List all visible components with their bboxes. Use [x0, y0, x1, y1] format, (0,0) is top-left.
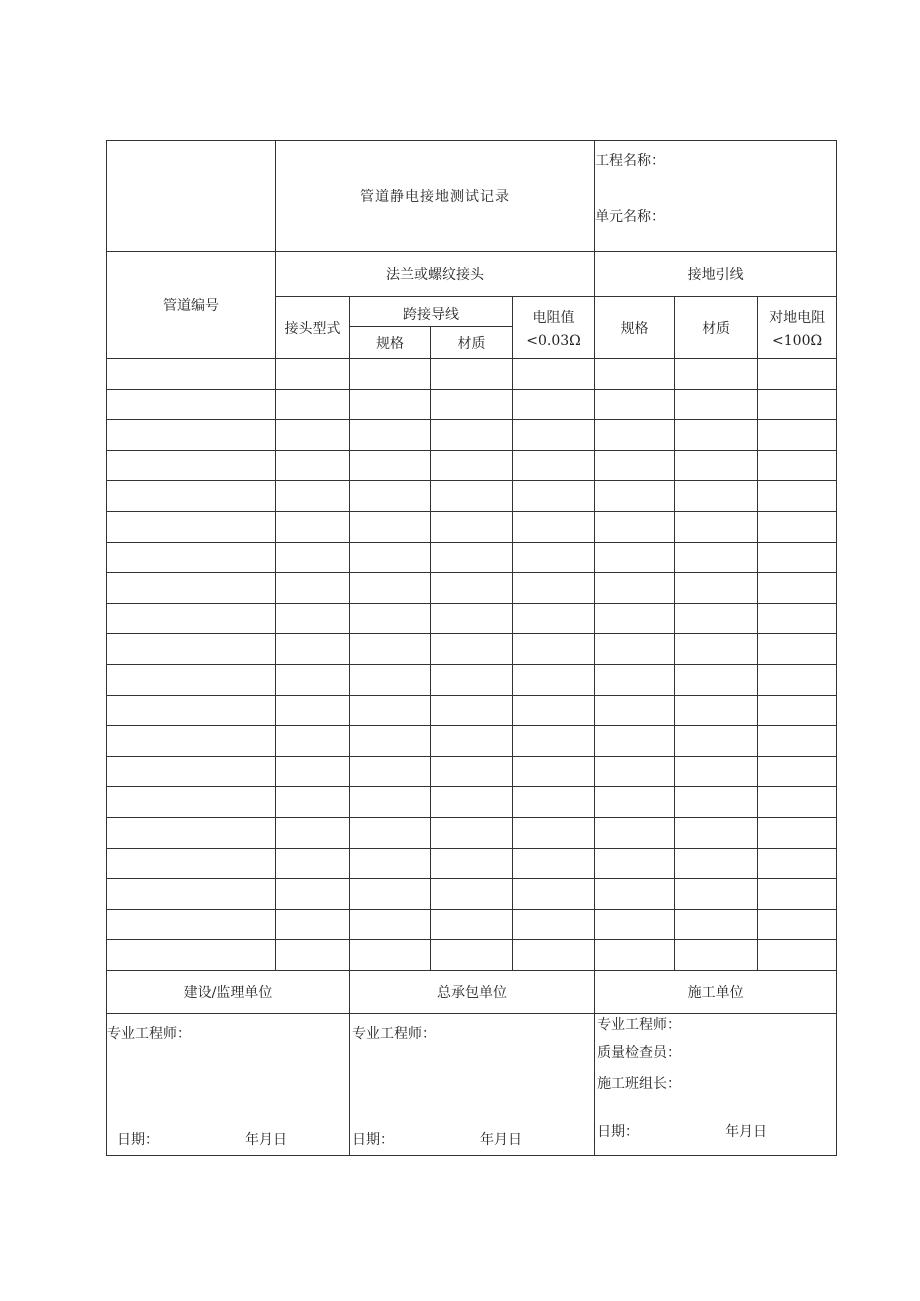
table-cell[interactable] — [107, 695, 276, 726]
table-cell[interactable] — [107, 420, 276, 451]
table-row — [107, 420, 837, 451]
table-cell[interactable] — [595, 848, 675, 879]
table-cell[interactable] — [276, 879, 350, 910]
constructor-signature-cell — [595, 1013, 837, 1155]
table-cell[interactable] — [431, 817, 513, 848]
table-cell[interactable] — [675, 450, 758, 481]
table-cell[interactable] — [758, 420, 837, 451]
table-cell[interactable] — [758, 695, 837, 726]
table-row — [107, 879, 837, 910]
table-cell[interactable] — [758, 848, 837, 879]
table-cell[interactable] — [513, 450, 595, 481]
table-cell[interactable] — [758, 603, 837, 634]
table-cell[interactable] — [350, 389, 431, 420]
table-cell[interactable] — [758, 389, 837, 420]
lead-spec-header: 规格 — [595, 297, 675, 359]
table-cell[interactable] — [758, 756, 837, 787]
constructor-inspector-label: 质量检查员： — [597, 1044, 682, 1061]
table-cell[interactable] — [595, 726, 675, 757]
logo-cell — [107, 141, 276, 252]
table-row — [107, 940, 837, 971]
table-cell[interactable] — [675, 909, 758, 940]
table-cell[interactable] — [758, 450, 837, 481]
table-cell[interactable] — [276, 940, 350, 971]
table-row — [107, 909, 837, 940]
table-cell[interactable] — [107, 573, 276, 604]
table-cell[interactable] — [107, 879, 276, 910]
table-cell[interactable] — [276, 573, 350, 604]
table-cell[interactable] — [350, 542, 431, 573]
table-cell[interactable] — [431, 450, 513, 481]
grounding-test-record-table — [106, 140, 837, 1156]
table-cell[interactable] — [758, 573, 837, 604]
table-cell[interactable] — [675, 879, 758, 910]
table-cell[interactable] — [431, 511, 513, 542]
table-cell[interactable] — [513, 909, 595, 940]
constructor-date — [597, 1121, 817, 1141]
table-cell[interactable] — [513, 542, 595, 573]
table-cell[interactable] — [350, 420, 431, 451]
ground-resistance-limit: <100Ω — [772, 332, 823, 349]
table-cell[interactable] — [350, 450, 431, 481]
table-cell[interactable] — [758, 359, 837, 390]
table-cell[interactable] — [107, 450, 276, 481]
table-cell[interactable] — [276, 756, 350, 787]
ground-resistance-header — [758, 297, 837, 359]
table-cell[interactable] — [350, 909, 431, 940]
table-cell[interactable] — [431, 389, 513, 420]
table-cell[interactable] — [431, 359, 513, 390]
table-cell[interactable] — [513, 389, 595, 420]
table-cell[interactable] — [675, 726, 758, 757]
table-cell[interactable] — [758, 542, 837, 573]
table-row — [107, 726, 837, 757]
table-cell[interactable] — [758, 664, 837, 695]
table-row — [107, 359, 837, 390]
table-cell[interactable] — [595, 664, 675, 695]
page-title: 管道静电接地测试记录 — [276, 141, 595, 252]
table-cell[interactable] — [595, 359, 675, 390]
constructor-engineer-label: 专业工程师： — [597, 1016, 682, 1033]
table-cell[interactable] — [675, 420, 758, 451]
table-cell[interactable] — [276, 603, 350, 634]
table-cell[interactable] — [431, 909, 513, 940]
table-cell[interactable] — [276, 511, 350, 542]
table-row — [107, 511, 837, 542]
table-row — [107, 542, 837, 573]
table-cell[interactable] — [276, 634, 350, 665]
table-cell[interactable] — [350, 695, 431, 726]
table-cell[interactable] — [276, 787, 350, 818]
table-cell[interactable] — [276, 909, 350, 940]
table-cell[interactable] — [595, 695, 675, 726]
table-cell[interactable] — [758, 787, 837, 818]
ground-lead-group-header: 接地引线 — [595, 252, 837, 297]
table-row — [107, 603, 837, 634]
table-cell[interactable] — [431, 787, 513, 818]
table-cell[interactable] — [350, 664, 431, 695]
unit-name-label: 单元名称： — [595, 209, 666, 225]
table-cell[interactable] — [595, 542, 675, 573]
lead-material-header: 材质 — [675, 297, 758, 359]
table-cell[interactable] — [431, 695, 513, 726]
spec-header: 规格 — [350, 327, 431, 359]
table-cell[interactable] — [513, 634, 595, 665]
table-cell[interactable] — [107, 848, 276, 879]
table-cell[interactable] — [107, 481, 276, 512]
constructor-heading: 施工单位 — [595, 970, 837, 1013]
table-cell[interactable] — [107, 909, 276, 940]
table-cell[interactable] — [350, 848, 431, 879]
table-cell[interactable] — [758, 511, 837, 542]
table-cell[interactable] — [595, 573, 675, 604]
table-cell[interactable] — [276, 848, 350, 879]
table-cell[interactable] — [431, 481, 513, 512]
gc-ymd: 年月日 — [480, 1131, 522, 1148]
table-cell[interactable] — [431, 879, 513, 910]
table-cell[interactable] — [595, 787, 675, 818]
table-cell[interactable] — [675, 664, 758, 695]
table-cell[interactable] — [675, 756, 758, 787]
table-cell[interactable] — [107, 359, 276, 390]
table-cell[interactable] — [276, 817, 350, 848]
table-row — [107, 481, 837, 512]
table-cell[interactable] — [758, 909, 837, 940]
gc-date-label: 日期： — [352, 1131, 394, 1148]
resistance-limit: <0.03Ω — [526, 332, 581, 349]
table-cell[interactable] — [513, 787, 595, 818]
table-cell[interactable] — [107, 817, 276, 848]
table-cell[interactable] — [513, 511, 595, 542]
table-cell[interactable] — [107, 756, 276, 787]
table-cell[interactable] — [675, 573, 758, 604]
project-name-label: 工程名称： — [595, 153, 666, 169]
table-cell[interactable] — [595, 817, 675, 848]
table-cell[interactable] — [350, 603, 431, 634]
table-cell[interactable] — [350, 726, 431, 757]
table-cell[interactable] — [513, 573, 595, 604]
table-cell[interactable] — [107, 664, 276, 695]
table-cell[interactable] — [107, 940, 276, 971]
table-cell[interactable] — [276, 542, 350, 573]
general-contractor-heading: 总承包单位 — [350, 970, 595, 1013]
table-cell[interactable] — [758, 879, 837, 910]
table-cell[interactable] — [276, 726, 350, 757]
table-cell[interactable] — [513, 481, 595, 512]
table-cell[interactable] — [675, 817, 758, 848]
table-row — [107, 756, 837, 787]
table-cell[interactable] — [276, 664, 350, 695]
table-cell[interactable] — [595, 879, 675, 910]
general-contractor-signature-cell — [350, 1013, 595, 1155]
table-cell[interactable] — [431, 542, 513, 573]
owner-date-label: 日期： — [117, 1131, 159, 1148]
gc-date — [352, 1129, 572, 1149]
table-cell[interactable] — [675, 542, 758, 573]
table-row — [107, 450, 837, 481]
table-cell[interactable] — [350, 940, 431, 971]
table-cell[interactable] — [513, 664, 595, 695]
table-cell[interactable] — [431, 573, 513, 604]
owner-signature-cell — [107, 1013, 350, 1155]
table-row — [107, 695, 837, 726]
ground-resistance-label: 对地电阻 — [769, 309, 826, 326]
table-row — [107, 634, 837, 665]
owner-engineer-label: 专业工程师： — [107, 1025, 191, 1042]
table-cell[interactable] — [595, 940, 675, 971]
table-cell[interactable] — [595, 909, 675, 940]
table-cell[interactable] — [675, 359, 758, 390]
table-cell[interactable] — [107, 542, 276, 573]
table-cell[interactable] — [107, 726, 276, 757]
table-cell[interactable] — [513, 879, 595, 910]
table-cell[interactable] — [595, 389, 675, 420]
owner-ymd: 年月日 — [245, 1131, 287, 1148]
table-cell[interactable] — [350, 879, 431, 910]
table-cell[interactable] — [350, 359, 431, 390]
table-cell[interactable] — [758, 940, 837, 971]
table-cell[interactable] — [675, 848, 758, 879]
table-cell[interactable] — [595, 634, 675, 665]
table-row — [107, 848, 837, 879]
constructor-date-label: 日期： — [597, 1123, 640, 1140]
table-cell[interactable] — [595, 481, 675, 512]
table-cell[interactable] — [276, 481, 350, 512]
table-cell[interactable] — [350, 756, 431, 787]
table-cell[interactable] — [595, 756, 675, 787]
table-cell[interactable] — [595, 603, 675, 634]
table-cell[interactable] — [595, 450, 675, 481]
table-cell[interactable] — [758, 726, 837, 757]
table-cell[interactable] — [431, 664, 513, 695]
table-cell[interactable] — [513, 695, 595, 726]
resistance-header — [513, 297, 595, 359]
pipe-no-header: 管道编号 — [107, 252, 276, 359]
table-cell[interactable] — [107, 787, 276, 818]
table-cell[interactable] — [675, 695, 758, 726]
bridge-wire-header: 跨接导线 — [350, 297, 513, 327]
table-cell[interactable] — [431, 726, 513, 757]
table-cell[interactable] — [513, 817, 595, 848]
table-cell[interactable] — [595, 420, 675, 451]
table-row — [107, 389, 837, 420]
table-cell[interactable] — [431, 756, 513, 787]
table-cell[interactable] — [675, 634, 758, 665]
table-row — [107, 817, 837, 848]
table-cell[interactable] — [758, 634, 837, 665]
table-cell[interactable] — [107, 511, 276, 542]
owner-heading: 建设/监理单位 — [107, 970, 350, 1013]
project-info-cell — [595, 141, 837, 252]
table-cell[interactable] — [276, 450, 350, 481]
constructor-ymd: 年月日 — [725, 1123, 768, 1140]
table-cell[interactable] — [675, 603, 758, 634]
table-cell[interactable] — [107, 389, 276, 420]
constructor-team-leader-label: 施工班组长： — [597, 1075, 682, 1092]
table-cell[interactable] — [758, 481, 837, 512]
table-cell[interactable] — [513, 603, 595, 634]
table-cell[interactable] — [431, 603, 513, 634]
table-cell[interactable] — [107, 603, 276, 634]
gc-engineer-label: 专业工程师： — [352, 1025, 436, 1042]
table-cell[interactable] — [431, 940, 513, 971]
table-cell[interactable] — [276, 359, 350, 390]
table-cell[interactable] — [513, 940, 595, 971]
table-cell[interactable] — [513, 420, 595, 451]
table-cell[interactable] — [107, 634, 276, 665]
flange-group-header: 法兰或螺纹接头 — [276, 252, 595, 297]
table-cell[interactable] — [350, 634, 431, 665]
table-cell[interactable] — [675, 389, 758, 420]
table-cell[interactable] — [513, 756, 595, 787]
table-cell[interactable] — [675, 511, 758, 542]
table-cell[interactable] — [350, 481, 431, 512]
table-row — [107, 787, 837, 818]
table-cell[interactable] — [350, 817, 431, 848]
table-cell[interactable] — [595, 511, 675, 542]
table-cell[interactable] — [276, 420, 350, 451]
resistance-label: 电阻值 — [532, 309, 575, 326]
table-row — [107, 573, 837, 604]
joint-type-header: 接头型式 — [276, 297, 350, 359]
material-header: 材质 — [431, 327, 513, 359]
table-cell[interactable] — [276, 389, 350, 420]
table-cell[interactable] — [675, 787, 758, 818]
table-cell[interactable] — [675, 940, 758, 971]
table-cell[interactable] — [513, 726, 595, 757]
table-cell[interactable] — [350, 573, 431, 604]
table-cell[interactable] — [513, 359, 595, 390]
table-cell[interactable] — [276, 695, 350, 726]
table-cell[interactable] — [431, 848, 513, 879]
table-cell[interactable] — [675, 481, 758, 512]
table-cell[interactable] — [350, 787, 431, 818]
owner-date — [117, 1129, 337, 1149]
table-cell[interactable] — [431, 420, 513, 451]
table-cell[interactable] — [758, 817, 837, 848]
table-cell[interactable] — [350, 511, 431, 542]
table-cell[interactable] — [513, 848, 595, 879]
table-row — [107, 664, 837, 695]
table-cell[interactable] — [431, 634, 513, 665]
